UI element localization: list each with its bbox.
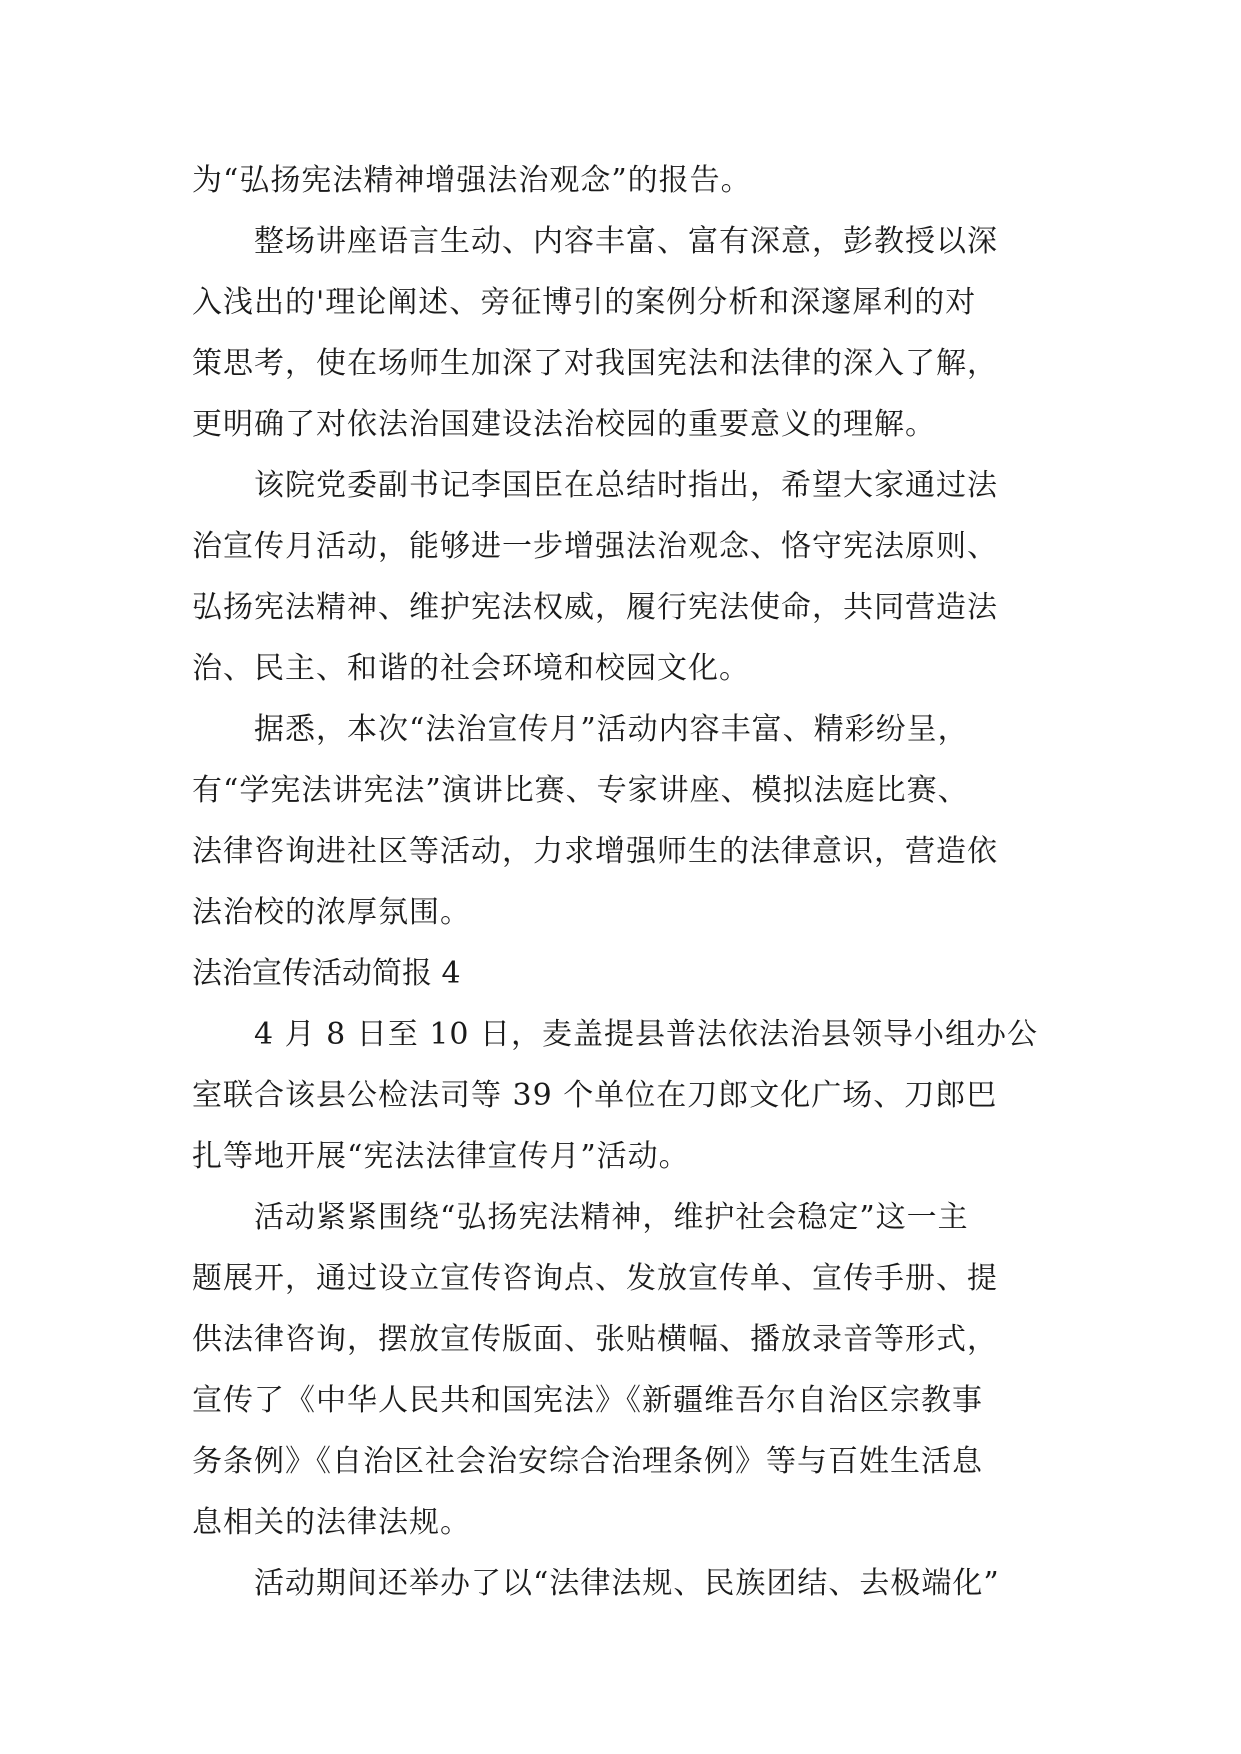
- text-line: 法律咨询进社区等活动，力求增强师生的法律意识，营造依: [192, 834, 998, 869]
- text-line: 法治校的浓厚氛围。: [192, 895, 471, 930]
- text-line: 室联合该县公检法司等 39 个单位在刀郎文化广场、刀郎巴: [192, 1078, 998, 1113]
- text-line: 治、民主、和谐的社会环境和校园文化。: [192, 651, 750, 686]
- text-line: 题展开，通过设立宣传咨询点、发放宣传单、宣传手册、提: [192, 1261, 998, 1296]
- text-line: 息相关的法律法规。: [192, 1505, 471, 1540]
- text-line: 为“弘扬宪法精神增强法治观念”的报告。: [192, 163, 752, 198]
- text-line: 治宣传月活动，能够进一步增强法治观念、恪守宪法原则、: [192, 529, 998, 564]
- text-line: 有“学宪法讲宪法”演讲比赛、专家讲座、模拟法庭比赛、: [192, 773, 969, 808]
- text-line: 该院党委副书记李国臣在总结时指出，希望大家通过法: [254, 468, 998, 503]
- text-line: 活动期间还举办了以“法律法规、民族团结、去极端化”: [254, 1566, 1000, 1601]
- text-line: 供法律咨询，摆放宣传版面、张贴横幅、播放录音等形式，: [192, 1322, 998, 1357]
- text-line: 4 月 8 日至 10 日，麦盖提县普法依法治县领导小组办公: [254, 1017, 1039, 1052]
- text-line: 策思考，使在场师生加深了对我国宪法和法律的深入了解，: [192, 346, 998, 381]
- text-line: 入浅出的'理论阐述、旁征博引的案例分析和深邃犀利的对: [192, 285, 977, 320]
- text-line: 务条例》《自治区社会治安综合治理条例》等与百姓生活息: [192, 1444, 983, 1479]
- text-line: 扎等地开展“宪法法律宣传月”活动。: [192, 1139, 690, 1174]
- text-line: 弘扬宪法精神、维护宪法权威，履行宪法使命，共同营造法: [192, 590, 998, 625]
- text-line: 宣传了《中华人民共和国宪法》《新疆维吾尔自治区宗教事: [192, 1383, 983, 1418]
- text-line: 更明确了对依法治国建设法治校园的重要意义的理解。: [192, 407, 936, 442]
- text-line: 活动紧紧围绕“弘扬宪法精神，维护社会稳定”这一主: [254, 1200, 969, 1235]
- text-line: 整场讲座语言生动、内容丰富、富有深意，彭教授以深: [254, 224, 998, 259]
- document-body: [192, 150, 1062, 1614]
- text-line: 据悉，本次“法治宣传月”活动内容丰富、精彩纷呈，: [254, 712, 969, 747]
- section-heading: 法治宣传活动简报 4: [192, 956, 461, 991]
